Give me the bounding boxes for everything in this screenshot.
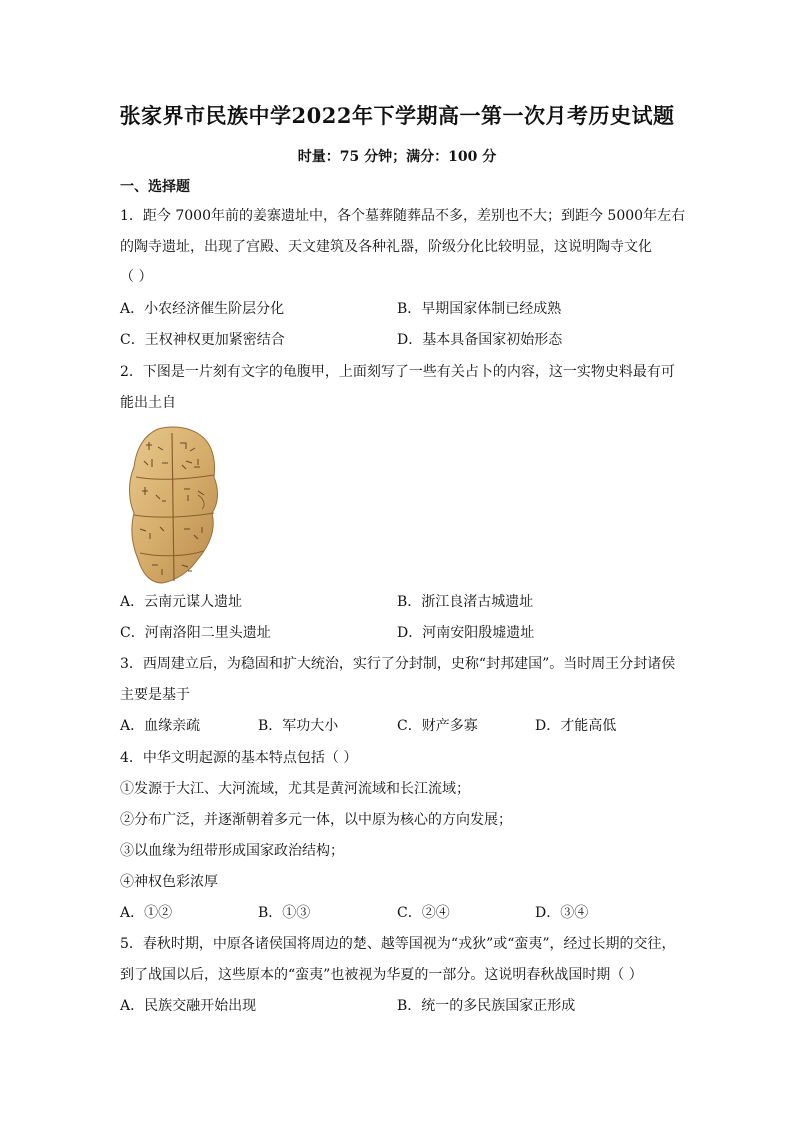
q4-statement-3: ③以血缘为纽带形成国家政治结构；: [120, 843, 344, 859]
q4-statement-1: ①发源于大江、大河流域，尤其是黄河流域和长江流域；: [120, 781, 470, 797]
q3-option-c: C．财产多寡: [397, 718, 478, 734]
q2-stem-line2: 能出土自: [120, 395, 176, 411]
q4-statement-4: ④神权色彩浓厚: [120, 874, 218, 890]
q4-statement-2: ②分布广泛，并逐渐朝着多元一体，以中原为核心的方向发展；: [120, 812, 512, 828]
q4-option-a: A．①②: [120, 905, 173, 921]
q4-option-d: D．③④: [535, 905, 589, 921]
q1-option-a: A．小农经济催生阶层分化: [120, 301, 285, 317]
q4-option-c: C．②④: [397, 905, 450, 921]
q5-stem-line1: 5．春秋时期，中原各诸侯国将周边的楚、越等国视为“戎狄”或“蛮夷”，经过长期的交往，: [120, 936, 676, 952]
q4-option-b: B．①③: [258, 905, 311, 921]
q3-stem-line1: 3．西周建立后，为稳固和扩大统治，实行了分封制，史称“封邦建国”。当时周王分封诸侯: [120, 656, 676, 672]
q3-option-d: D．才能高低: [535, 718, 617, 734]
q2-option-a: A．云南元谋人遗址: [120, 594, 243, 610]
page-title: 张家界市民族中学2022年下学期高一第一次月考历史试题: [119, 103, 675, 128]
q2-option-d: D．河南安阳殷墟遗址: [397, 625, 535, 641]
q1-option-b: B．早期国家体制已经成熟: [397, 301, 562, 317]
q5-option-b: B．统一的多民族国家正形成: [397, 998, 576, 1014]
q4-stem: 4．中华文明起源的基本特点包括（ ）: [120, 750, 358, 766]
q2-stem-line1: 2．下图是一片刻有文字的龟腹甲，上面刻写了一些有关占卜的内容，这一实物史料最有可: [120, 364, 675, 380]
q1-option-c: C．王权神权更加紧密结合: [120, 332, 285, 348]
q1-option-d: D．基本具备国家初始形态: [397, 332, 563, 348]
q1-stem-line1: 1．距今 7000年前的姜寨遗址中，各个墓葬随葬品不多，差别也不大；到距今 5000年左右: [120, 208, 686, 224]
q1-stem-line3: （ ）: [120, 269, 153, 285]
q2-option-b: B．浙江良渚古城遗址: [397, 594, 534, 610]
section-heading: 一、选择题: [120, 179, 190, 195]
q3-option-a: A．血缘亲疏: [120, 718, 201, 734]
q5-stem-line2: 到了战国以后，这些原本的“蛮夷”也被视为华夏的一部分。这说明春秋战国时期（ ）: [120, 967, 643, 983]
oracle-bone-image: [128, 425, 220, 585]
q1-stem-line2: 的陶寺遗址，出现了宫殿、天文建筑及各种礼器，阶级分化比较明显，这说明陶寺文化: [120, 239, 652, 255]
q3-stem-line2: 主要是基于: [120, 687, 190, 703]
exam-duration-score: 时量：75 分钟；满分：100 分: [297, 149, 497, 165]
q5-option-a: A．民族交融开始出现: [120, 998, 257, 1014]
q3-option-b: B．军功大小: [258, 718, 339, 734]
q2-option-c: C．河南洛阳二里头遗址: [120, 625, 271, 641]
